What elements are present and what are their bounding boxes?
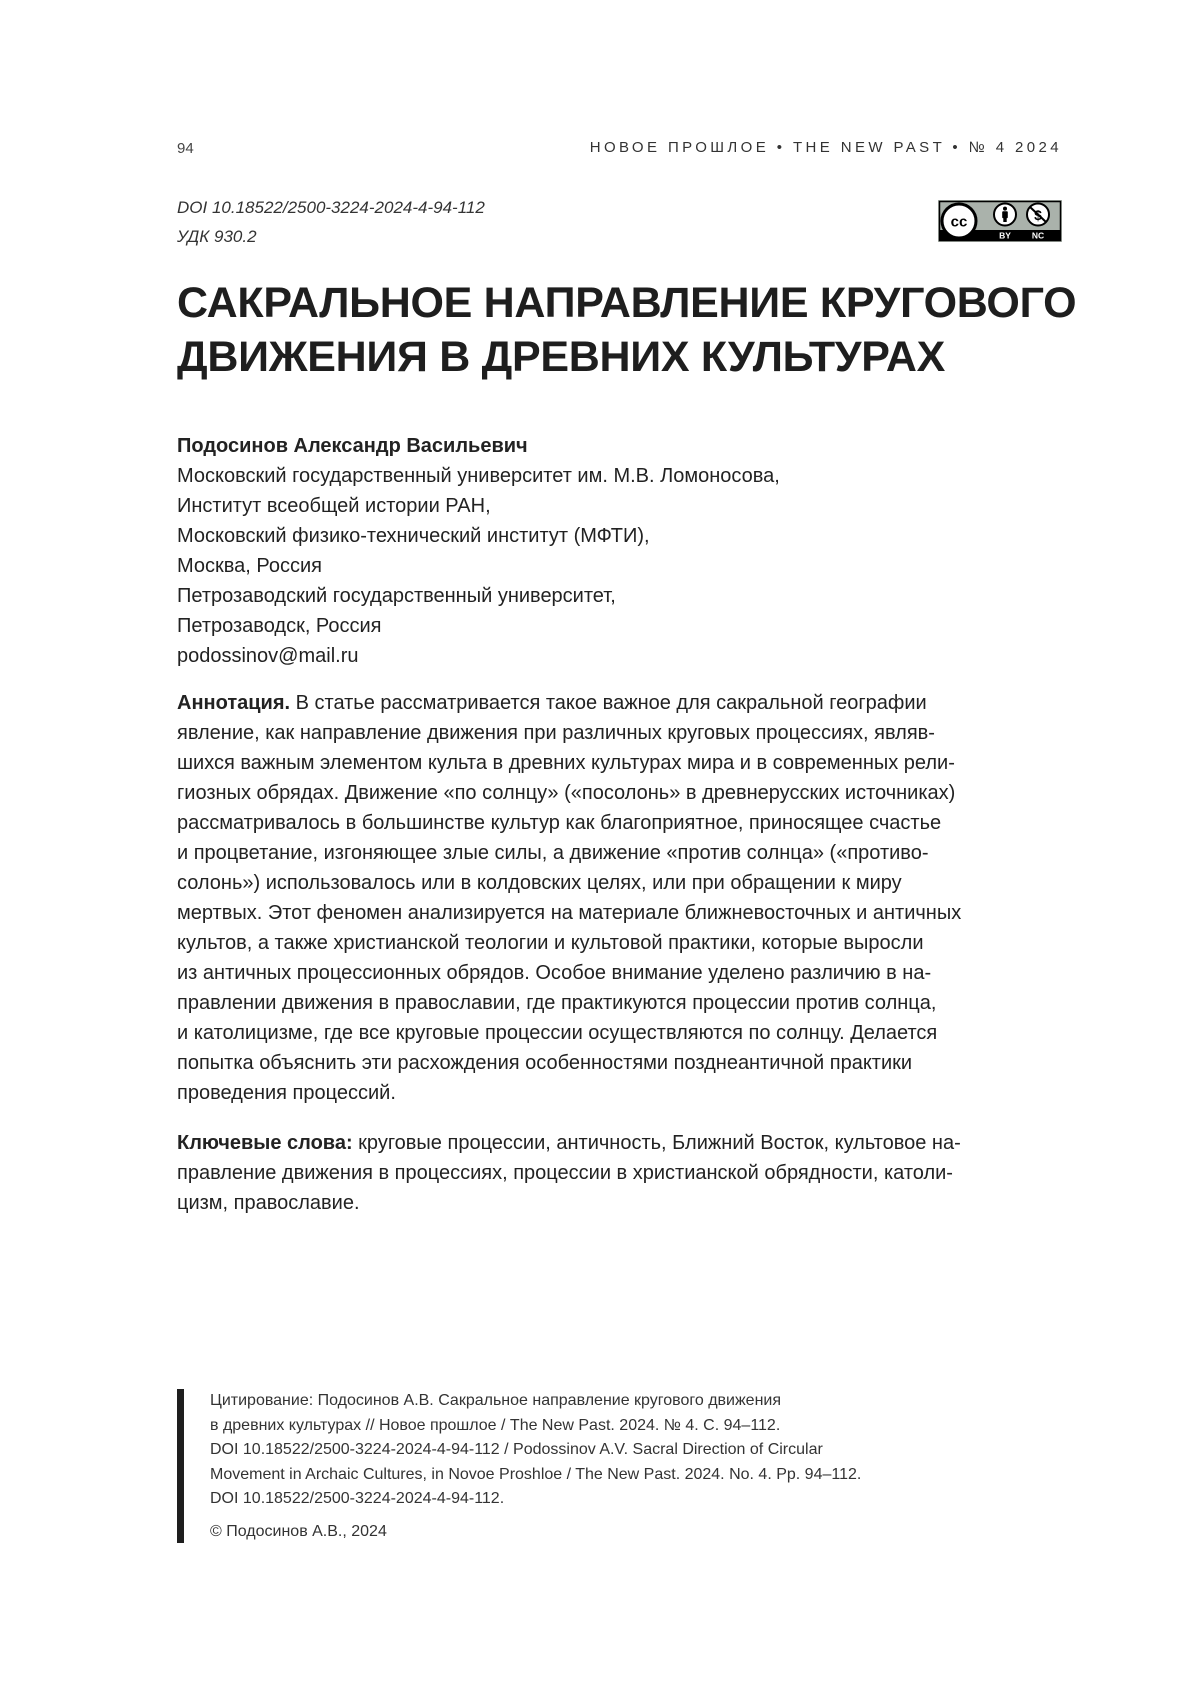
citation-line: в древних культурах // Новое прошлое / The New Past. 2024. № 4. С. 94–112. [210,1414,861,1439]
affiliation: Московский государственный университет им. М.В. Ломоносова, [177,461,780,491]
affiliation: Московский физико-технический институт (МФТИ), [177,521,780,551]
title-line-1: САКРАЛЬНОЕ НАПРАВЛЕНИЕ КРУГОВОГО [177,276,1076,330]
nc-label: NC [1032,231,1044,241]
affiliation: Москва, Россия [177,551,780,581]
article-meta [177,193,485,251]
abstract-line: мертвых. Этот феномен анализируется на материале ближневосточных и античных [177,898,1057,928]
abstract-line: явление, как направление движения при различных круговых процессиях, являв- [177,718,1057,748]
abstract-line: культов, а также христианской теологии и культовой практики, которые выросли [177,928,1057,958]
article-title [177,276,1076,384]
author-block [177,431,780,671]
affiliation: Институт всеобщей истории РАН, [177,491,780,521]
citation-line: Movement in Archaic Cultures, in Novoe Proshloe / The New Past. 2024. No. 4. Pp. 94–112. [210,1463,861,1488]
citation-line: Цитирование: Подосинов А.В. Сакральное направление кругового движения [210,1389,861,1414]
author-email[interactable]: podossinov@mail.ru [177,641,780,671]
keywords-label: Ключевые слова: [177,1132,353,1154]
doi: DOI 10.18522/2500-3224-2024-4-94-112 [177,193,485,222]
affiliation: Петрозаводск, Россия [177,611,780,641]
abstract-line: попытка объяснить эти расхождения особенностями позднеантичной практики [177,1048,1057,1078]
abstract-line: шихся важным элементом культа в древних культурах мира и в современных рели- [177,748,1057,778]
abstract-line: Аннотация. В статье рассматривается такое важное для сакральной географии [177,688,1057,718]
title-line-2: ДВИЖЕНИЯ В ДРЕВНИХ КУЛЬТУРАХ [177,330,1076,384]
cc-by-nc-license-icon [938,200,1062,242]
citation-box [177,1389,944,1543]
abstract-line: и католицизме, где все круговые процессии осуществляются по солнцу. Делается [177,1018,1057,1048]
keywords-line: цизм, православие. [177,1188,1057,1218]
cc-icon-text: cc [951,214,968,231]
author-name: Подосинов Александр Васильевич [177,431,780,461]
abstract-line: рассматривалось в большинстве культур как благоприятное, приносящее счастье [177,808,1057,838]
by-label: BY [999,231,1011,241]
abstract-line: из античных процессионных обрядов. Особое внимание уделено различию в на- [177,958,1057,988]
citation [210,1389,861,1512]
abstract-line: солонь») использовалось или в колдовских целях, или при обращении к миру [177,868,1057,898]
abstract-line: правлении движения в православии, где практикуются процессии против солнца, [177,988,1057,1018]
abstract-label: Аннотация. [177,692,290,714]
copyright: © Подосинов А.В., 2024 [210,1523,387,1541]
citation-line: DOI 10.18522/2500-3224-2024-4-94-112 / Podossinov A.V. Sacral Direction of Circular [210,1438,861,1463]
keywords-line: правление движения в процессиях, процессии в христианской обрядности, католи- [177,1158,1057,1188]
abstract-line: проведения процессий. [177,1078,1057,1108]
running-head: НОВОЕ ПРОШЛОЕ • THE NEW PAST • № 4 2024 [590,139,1062,156]
affiliation: Петрозаводский государственный университет, [177,581,780,611]
page-number: 94 [177,140,194,157]
abstract-line: и процветание, изгоняющее злые силы, а движение «против солнца» («противо- [177,838,1057,868]
abstract [177,688,1057,1108]
udk: УДК 930.2 [177,222,485,251]
citation-line: DOI 10.18522/2500-3224-2024-4-94-112. [210,1487,861,1512]
keywords [177,1128,1057,1218]
abstract-line: гиозных обрядах. Движение «по солнцу» («посолонь» в древнерусских источниках) [177,778,1057,808]
keywords-line: Ключевые слова: круговые процессии, античность, Ближний Восток, культовое на- [177,1128,1057,1158]
